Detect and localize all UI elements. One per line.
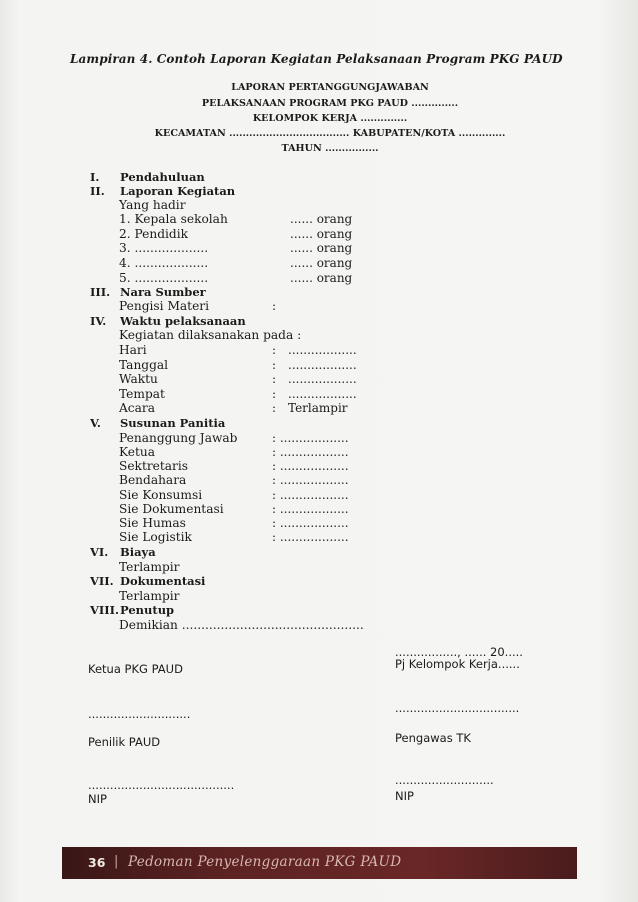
signature-line-left-2: ........................................: [88, 778, 235, 792]
signature-line-right: ..................................: [395, 701, 520, 715]
report-heading-line3: KELOMPOK KERJA ..............: [252, 113, 408, 124]
section-subtitle: Kegiatan dilaksanakan pada :: [119, 328, 302, 342]
section-number: VIII.: [90, 603, 120, 617]
signature-date: ................., ...... 20.....: [395, 645, 523, 659]
section-number: IV.: [90, 314, 107, 328]
field-colon: :: [272, 387, 277, 401]
committee-value: : ..................: [272, 431, 349, 445]
page-footer: [62, 847, 577, 879]
committee-role: Sie Konsumsi: [119, 488, 203, 502]
section-number: II.: [90, 184, 105, 198]
field-colon: :: [272, 343, 277, 357]
committee-value: : ..................: [272, 502, 349, 516]
section-title: Biaya: [120, 545, 156, 559]
committee-role: Penanggung Jawab: [119, 431, 238, 445]
attendee-label: 2. Pendidik: [119, 227, 189, 241]
field-colon: :: [272, 401, 277, 415]
committee-value: : ..................: [272, 488, 349, 502]
signature-title-right-2: Pengawas TK: [395, 731, 471, 745]
field-value: ..................: [288, 372, 357, 386]
section-title: Nara Sumber: [120, 285, 206, 299]
signature-title-left-2: Penilik PAUD: [88, 735, 161, 749]
attendee-count: ...... orang: [290, 271, 353, 285]
field-colon: :: [272, 358, 277, 372]
footer-separator: |: [114, 854, 119, 869]
section-title: Waktu pelaksanaan: [120, 314, 246, 328]
field-label: Tanggal: [119, 358, 169, 372]
attendee-label: 3. ...................: [119, 241, 209, 255]
attendee-label: 1. Kepala sekolah: [119, 212, 228, 226]
section-title: Pendahuluan: [120, 170, 205, 184]
nip-label-right: NIP: [395, 789, 414, 803]
book-title: Pedoman Penyelenggaraan PKG PAUD: [128, 854, 402, 870]
report-heading-line4: KECAMATAN .................................... KABUPATEN/KOTA ..............: [154, 128, 506, 139]
signature-line-right-2: ...........................: [395, 773, 494, 787]
signature-line-left: ............................: [88, 707, 191, 721]
nip-label-left: NIP: [88, 792, 107, 806]
field-label: Waktu: [119, 372, 158, 386]
section-title: Laporan Kegiatan: [120, 184, 236, 198]
committee-value: : ..................: [272, 516, 349, 530]
committee-role: Sie Humas: [119, 516, 186, 530]
section-subtitle: Yang hadir: [119, 198, 186, 212]
report-heading-line5: TAHUN ................: [281, 143, 379, 154]
section-title: Susunan Panitia: [120, 416, 226, 430]
signature-title-right: Pj Kelompok Kerja......: [395, 657, 520, 671]
field-colon: :: [272, 372, 277, 386]
field-label: Tempat: [119, 387, 165, 401]
section-subtitle: Demikian ...............................................: [119, 618, 364, 632]
attendee-count: ...... orang: [290, 212, 353, 226]
field-value: ..................: [288, 343, 357, 357]
section-number: V.: [90, 416, 101, 430]
report-heading-line1: LAPORAN PERTANGGUNGJAWABAN: [231, 82, 429, 93]
signature-title-left: Ketua PKG PAUD: [88, 662, 183, 676]
field-value: ..................: [288, 387, 357, 401]
field-value: Terlampir: [288, 401, 348, 415]
page-number: 36: [88, 855, 106, 870]
committee-value: : ..................: [272, 473, 349, 487]
field-label: Acara: [119, 401, 155, 415]
section-subtitle: Terlampir: [119, 589, 180, 603]
section-subtitle: Terlampir: [119, 560, 180, 574]
attendee-label: 4. ...................: [119, 256, 209, 270]
committee-value: : ..................: [272, 445, 349, 459]
committee-value: : ..................: [272, 459, 349, 473]
section-number: I.: [90, 170, 100, 184]
section-number: VI.: [90, 545, 109, 559]
attendee-count: ...... orang: [290, 241, 353, 255]
section-number: VII.: [90, 574, 114, 588]
field-label: Hari: [119, 343, 147, 357]
section-subtitle: Pengisi Materi: [119, 299, 210, 313]
appendix-caption: Lampiran 4. Contoh Laporan Kegiatan Pelaksanaan Program PKG PAUD: [70, 52, 563, 66]
attendee-count: ...... orang: [290, 227, 353, 241]
committee-role: Sie Dokumentasi: [119, 502, 224, 516]
committee-role: Sie Logistik: [119, 530, 192, 544]
section-title: Penutup: [120, 603, 175, 617]
committee-value: : ..................: [272, 530, 349, 544]
field-value: ..................: [288, 358, 357, 372]
section-number: III.: [90, 285, 111, 299]
field-colon: :: [272, 299, 277, 313]
attendee-count: ...... orang: [290, 256, 353, 270]
committee-role: Sektretaris: [119, 459, 189, 473]
committee-role: Bendahara: [119, 473, 187, 487]
section-title: Dokumentasi: [120, 574, 206, 588]
committee-role: Ketua: [119, 445, 156, 459]
report-heading-line2: PELAKSANAAN PROGRAM PKG PAUD ..............: [201, 98, 459, 109]
attendee-label: 5. ...................: [119, 271, 209, 285]
